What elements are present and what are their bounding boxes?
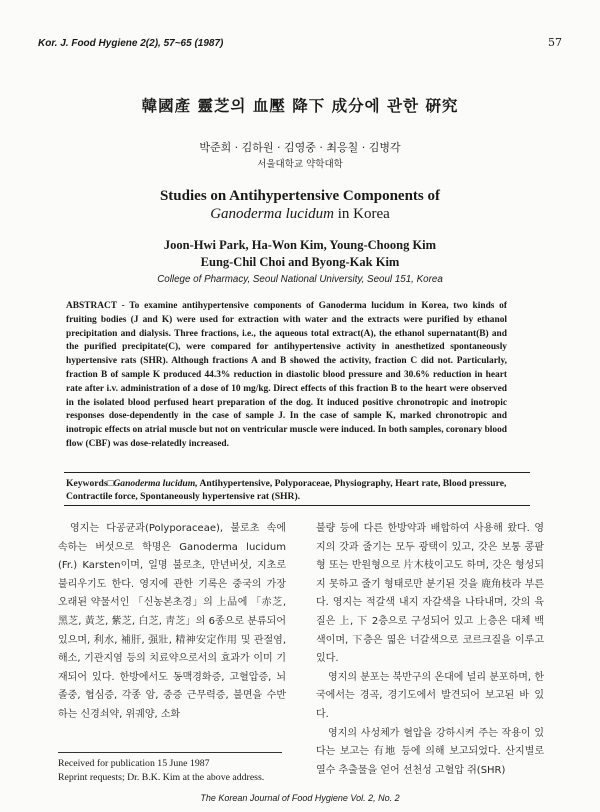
journal-citation: Kor. J. Food Hygiene 2(2), 57~65 (1987) [38,38,224,49]
reprint-requests: Reprint requests; Dr. B.K. Kim at the above address. [58,772,265,783]
english-title-line2 [0,206,600,223]
keywords-top-rule [64,472,530,473]
korean-affiliation: 서울대학교 약학대학 [257,159,343,170]
english-title-line1: Studies on Antihypertensive Components of [159,188,441,204]
english-authors-line2: Eung-Chil Choi and Byong-Kak Kim [200,255,400,269]
page-number: 57 [548,36,562,49]
korean-title: 韓國產 靈芝의 血壓 降下 成分에 관한 硏究 [141,97,459,115]
body-paragraph: 영지의 사성체가 혈압을 강하시켜 주는 작용이 있다는 보고는 有地 등에 의해 보고되었다. 산지별로 열수 추출물을 얻어 선천성 고혈압 쥐(SHR) [316,727,544,776]
body-paragraph: 불량 등에 다른 한방약과 배합하여 사용해 왔다. 영지의 갓과 줄기는 모두 광택이 있고, 갓은 보통 콩팥형 또는 반원형으로 片木枝이고도 하며, 갓은 형성되지 못하고 줄기 형태로만 분기된 것을 鹿角枝라 부른다. 영지는 적갈색 내지 자갈색을 나타내며, 갓의 육질은 上, 下 2층으로 구성되어 있고 上층은 대체 백색이며, 下층은 엷은 너갈색으로 코르크질을 이루고 있다. [316,523,544,665]
abstract [66,300,507,452]
body-paragraph: 영지는 다공균과(Polyporaceae), 불로초 속에 속하는 버섯으로 학명은 Ganoderma lucidum (Fr.) Karsten이며, 일명 불로초, 만년버섯, 지초로 불리우기도 한다. 영지에 관한 기록은 중국의 가장 오래된 약물서인 「신농본초경」의 上品에 「赤芝, 黑芝, 黃芝, 紫芝, 白芝, 靑芝」의 6종으로 분류되어 있으며, 利水, 補肝, 强壯, 精神安定作用 및 관절염, 해소, 기관지염 등의 치료약으로서의 효과가 이미 기재되어 있다. 한방에서도 동맥경화증, 고혈압증, 뇌졸중, 협심증, 각종 암, 중증 근무력증, 불면을 수반하는 신경쇠약, 위궤양, 소화 [58,523,286,720]
footnote-rule [58,752,282,753]
body-column-right [316,520,544,780]
keywords-italic: Ganoderma lucidum, [113,478,198,489]
received-date: Received for publication 15 June 1987 [58,758,210,769]
abstract-text: - To examine antihypertensive components of Ganoderma lucidum in Korea, two kinds of fruiting bodies (J and K) were used for extraction with water and the extracts were purified by ethanol precipitation and dialysis. Three fractions, i.e., the aqueous total extract(A), the ethanol supernatant(B) and the purified precipitate(C), were compared for antihypertensive activity in anesthetized spontaneously hypertensive rats (SHR). Although fractions A and B showed the activity, fraction C did not. Particularly, fraction B of sample K produced 44.3% reduction in diastolic blood pressure and 30.6% reduction in heart rate after i.v. administration of a dose of 10 mg/kg. Direct effects of this fraction B to the heart were observed in the isolated blood perfused heart preparation of the dog. It induced positive chronotropic and inotropic responses dose-dependently in the case of sample J. In the case of sample K, marked chronotropic and inotropic effects on atrial muscle but not on ventricular muscle were induced. In both samples, coronary blood flow (CBF) was dose-relatedly increased. [66,301,507,449]
keywords-box: □ [107,478,114,489]
footnote [58,757,264,785]
title-tail: in Korea [333,206,390,222]
body-column-left [58,520,286,725]
korean-authors: 박준희 · 김하원 · 김영중 · 최응칠 · 김병각 [199,141,401,154]
species-name-italic: Ganoderma lucidum [210,206,334,222]
body-paragraph: 영지의 분포는 북반구의 온대에 널리 분포하며, 한국에서는 경곡, 경기도에서 발견되어 보고된 바 있다. [316,671,544,720]
keywords-text: Antihypertensive, Polyporaceae, Physiography, Heart rate, Blood pressure, Contractile force, Spontaneously hypertensive rat (SHR). [66,478,507,502]
keywords-bottom-rule [64,505,530,506]
keywords-label: Keywords [66,478,108,489]
keywords [66,477,511,503]
page-footer: The Korean Journal of Food Hygiene Vol. 2, No. 2 [200,793,400,803]
english-authors-line1: Joon-Hwi Park, Ha-Won Kim, Young-Choong Kim [163,238,437,252]
abstract-label: ABSTRACT [66,301,117,311]
english-affiliation: College of Pharmacy, Seoul National University, Seoul 151, Korea [157,274,443,285]
